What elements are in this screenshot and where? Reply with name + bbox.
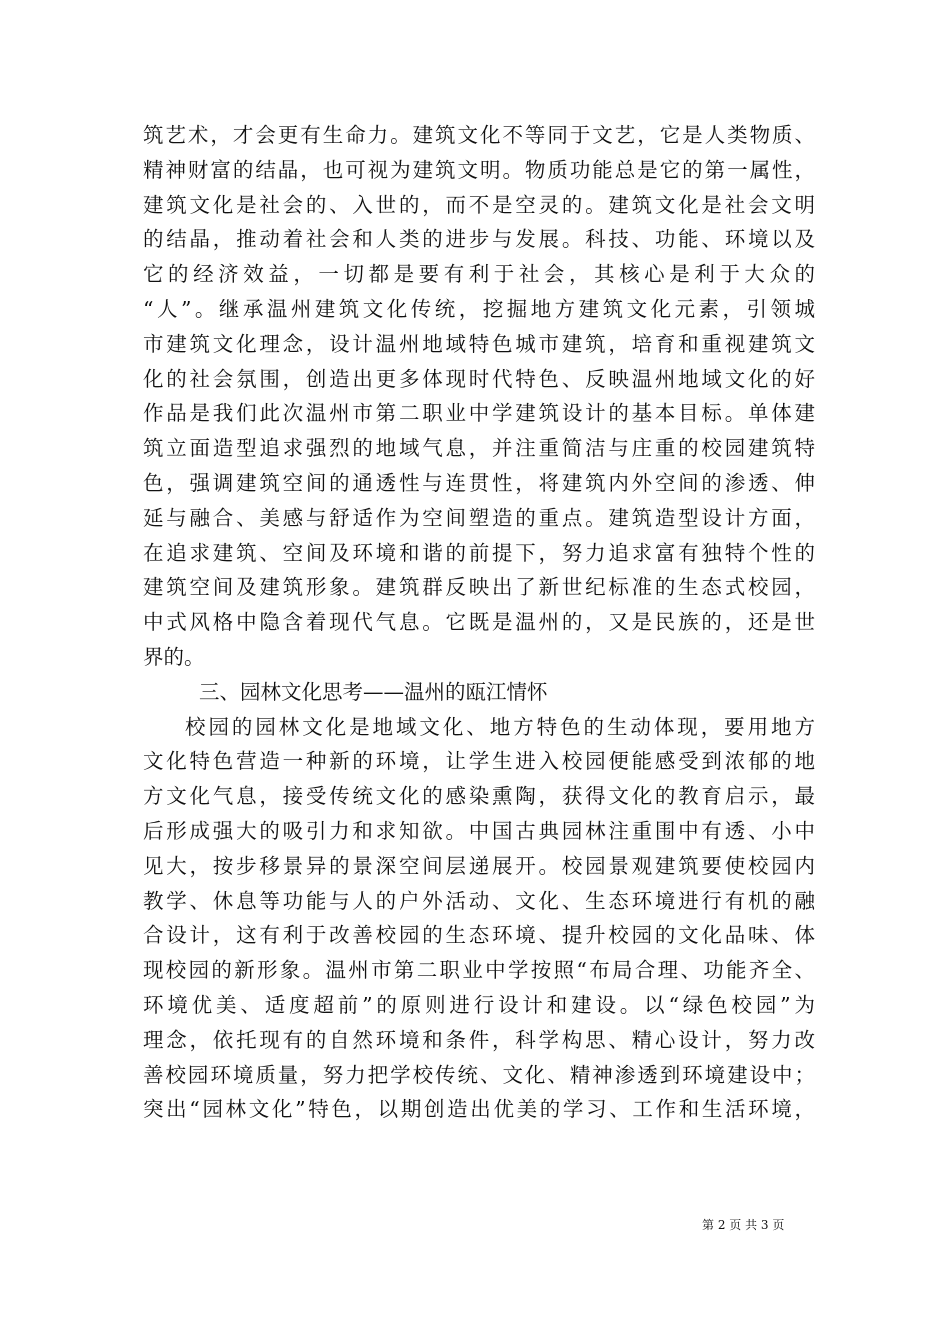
text-line: 现校园的新形象。温州市第二职业中学按照“布局合理、功能齐全、 bbox=[143, 958, 815, 983]
text-line: 它的经济效益，一切都是要有利于社会，其核心是利于大众的 bbox=[143, 262, 815, 287]
text-line: 色，强调建筑空间的通透性与连贯性，将建筑内外空间的渗透、伸 bbox=[143, 470, 815, 495]
text-line: 在追求建筑、空间及环境和谐的前提下，努力追求富有独特个性的 bbox=[143, 540, 815, 565]
text-line: 环境优美、适度超前”的原则进行设计和建设。以“绿色校园”为 bbox=[143, 992, 815, 1017]
text-line: 方文化气息，接受传统文化的感染熏陶，获得文化的教育启示，最 bbox=[143, 784, 815, 809]
text-line: 合设计，这有利于改善校园的生态环境、提升校园的文化品味、体 bbox=[143, 923, 815, 948]
text-line: 筑立面造型追求强烈的地域气息，并注重简洁与庄重的校园建筑特 bbox=[143, 436, 815, 461]
text-line: 后形成强大的吸引力和求知欲。中国古典园林注重围中有透、小中 bbox=[143, 818, 815, 843]
body-text bbox=[143, 118, 815, 1127]
text-line: 文化特色营造一种新的环境，让学生进入校园便能感受到浓郁的地 bbox=[143, 749, 815, 774]
text-line: 的结晶，推动着社会和人类的进步与发展。科技、功能、环境以及 bbox=[143, 227, 815, 252]
section-heading: 三、园林文化思考——温州的瓯江情怀 bbox=[199, 679, 548, 704]
text-line: 中式风格中隐含着现代气息。它既是温州的，又是民族的，还是世 bbox=[143, 610, 815, 635]
text-line: 化的社会氛围，创造出更多体现时代特色、反映温州地域文化的好 bbox=[143, 366, 815, 391]
text-line: 建筑文化是社会的、入世的，而不是空灵的。建筑文化是社会文明 bbox=[143, 192, 815, 217]
text-line: 市建筑文化理念，设计温州地域特色城市建筑，培育和重视建筑文 bbox=[143, 331, 815, 356]
paragraph-architecture-culture bbox=[143, 118, 815, 675]
text-line: 教学、休息等功能与人的户外活动、文化、生态环境进行有机的融 bbox=[143, 888, 815, 913]
text-line: 作品是我们此次温州市第二职业中学建筑设计的基本目标。单体建 bbox=[143, 401, 815, 426]
text-line: 建筑空间及建筑形象。建筑群反映出了新世纪标准的生态式校园， bbox=[143, 575, 815, 600]
text-line: 善校园环境质量，努力把学校传统、文化、精神渗透到环境建设中； bbox=[143, 1062, 815, 1087]
text-line: 筑艺术，才会更有生命力。建筑文化不等同于文艺，它是人类物质、 bbox=[143, 123, 815, 147]
text-line: 精神财富的结晶，也可视为建筑文明。物质功能总是它的第一属性， bbox=[143, 157, 815, 182]
text-line: 界的。 bbox=[143, 644, 205, 669]
text-line: 理念，依托现有的自然环境和条件，科学构思、精心设计，努力改 bbox=[143, 1027, 815, 1052]
text-line: 突出“园林文化”特色，以期创造出优美的学习、工作和生活环境， bbox=[143, 1097, 815, 1122]
text-line: 见大，按步移景异的景深空间层递展开。校园景观建筑要使校园内 bbox=[143, 853, 815, 878]
text-line: “人”。继承温州建筑文化传统，挖掘地方建筑文化元素，引领城 bbox=[143, 296, 815, 321]
text-line: 延与融合、美感与舒适作为空间塑造的重点。建筑造型设计方面， bbox=[143, 505, 815, 530]
page-number-footer: 第 2 页 共 3 页 bbox=[702, 1218, 785, 1232]
paragraph-garden-culture bbox=[143, 710, 815, 1128]
text-line: 校园的园林文化是地域文化、地方特色的生动体现，要用地方 bbox=[185, 714, 815, 739]
